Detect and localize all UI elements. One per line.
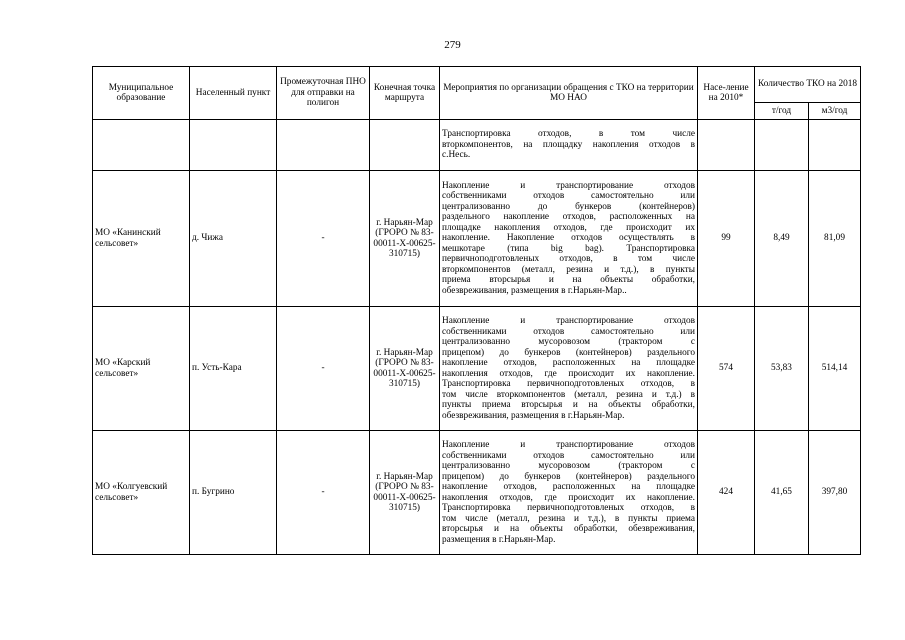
municipality-cell: МО «Колгуевский сельсовет» [93,431,190,555]
measures-cell [440,307,698,431]
measures-line: обезвреживания, размещения в г.Нарьян-Мар. [442,410,625,421]
table-row [93,171,861,307]
intermediate-cell: - [277,171,370,307]
measures-line: централизованно до бункеров (контейнеров) [442,201,695,212]
measures-line: централизованно мусоровозом (трактором с [442,337,695,347]
table-row [93,431,861,555]
table-row [93,307,861,431]
m3-cell: 81,09 [809,171,861,307]
measures-line: Транспортировка первичноподготовленых отходов, в [442,503,695,513]
table-header [93,67,861,120]
intermediate-cell: - [277,307,370,431]
measures-cell [440,120,698,171]
measures-line: том числе вторкомпонентов (металл, резина и т.д.) в [442,389,695,400]
measures-line: вторкомпонентов, на площадку накопления отходов в [442,139,695,150]
tons-cell: 53,83 [755,307,809,431]
measures-line: вторсырья и на объекты обработки, обезвреживания, [442,524,695,534]
header-measures: Мероприятия по организации обращения с ТКО на территории МО НАО [440,67,698,120]
measures-cell [440,171,698,307]
endpoint-cell: г. Нарьян-Мар (ГРОРО № 83-00011-Х-00625-310715) [370,431,440,555]
settlement-cell [190,120,277,171]
municipality-cell [93,120,190,171]
waste-management-table [92,66,861,555]
measures-line: приема вторсырья и на объекты обработки, [442,275,695,286]
intermediate-cell [277,120,370,171]
measures-line: Накопление и транспортирование отходов [442,316,695,326]
population-cell: 574 [698,307,755,431]
population-cell: 99 [698,171,755,307]
measures-line: обезвреживания, размещения в г.Нарьян-Мар.. [442,285,627,296]
measures-line: собственниками отходов самостоятельно или [442,450,695,461]
table-row [93,120,861,171]
header-row [93,67,861,103]
measures-line: вторкомпонентов (металл, резина и т.д.), в пункты [442,264,695,275]
header-m3-per-year: м3/год [809,103,861,120]
page-number: 279 [444,39,461,51]
tons-cell [755,120,809,171]
intermediate-cell: - [277,431,370,555]
measures-line: накопления отходов, где происходит их накопление. [442,492,695,503]
measures-line: с.Несь. [442,150,471,161]
measures-line: накопление отходов, расположенных на площадке [442,482,695,492]
table-body [93,120,861,555]
header-tons-per-year: т/год [755,103,809,120]
header-amount-group: Количество ТКО на 2018 [755,67,861,103]
measures-cell [440,431,698,555]
measures-line: раздельного накопление отходов, расположенных на [442,212,695,223]
municipality-cell: МО «Канинский сельсовет» [93,171,190,307]
measures-line: накопление отходов, расположенных на площадке [442,358,695,368]
municipality-cell: МО «Карский сельсовет» [93,307,190,431]
header-intermediate-point: Промежуточная ПНО для отправки на полигон [277,67,370,120]
measures-line: том числе (металл, резина и т.д.), в пункты приема [442,513,695,524]
endpoint-cell: г. Нарьян-Мар (ГРОРО № 83-00011-Х-00625-310715) [370,307,440,431]
measures-line: собственниками отходов самостоятельно или [442,326,695,337]
measures-line: собственниками отходов самостоятельно или [442,191,695,202]
population-cell [698,120,755,171]
header-settlement: Населенный пункт [190,67,277,120]
measures-line: Накопление и транспортирование отходов [442,180,695,191]
measures-line: пункты приема вторсырья и на объекты обработки, [442,400,695,410]
settlement-cell: п. Бугрино [190,431,277,555]
tons-cell: 8,49 [755,171,809,307]
measures-line: площадке накопления отходов, где происходит их [442,222,695,233]
header-municipality: Муниципальное образование [93,67,190,120]
tons-cell: 41,65 [755,431,809,555]
m3-cell [809,120,861,171]
m3-cell: 397,80 [809,431,861,555]
measures-line: накопление. Накопление отходов осуществлять в [442,233,695,244]
measures-line: централизованно мусоровозом (трактором с [442,461,695,471]
measures-line: размещения в г.Нарьян-Мар. [442,534,556,545]
measures-line: прицепом) до бункеров (контейнеров) раздельного [442,471,695,482]
endpoint-cell [370,120,440,171]
population-cell: 424 [698,431,755,555]
endpoint-cell: г. Нарьян-Мар (ГРОРО № 83-00011-Х-00625-310715) [370,171,440,307]
settlement-cell: д. Чижа [190,171,277,307]
measures-line: первичноподготовленых отходов, в том числе [442,254,695,265]
measures-line: Накопление и транспортирование отходов [442,440,695,450]
header-population: Насе-ление на 2010* [698,67,755,120]
m3-cell: 514,14 [809,307,861,431]
settlement-cell: п. Усть-Кара [190,307,277,431]
measures-line: Транспортировка первичноподготовленых отходов, в [442,379,695,389]
measures-line: накопления отходов, где происходит их накопление. [442,368,695,379]
measures-line: мешкотаре (типа big bag). Транспортировка [442,243,695,254]
header-route-endpoint: Конечная точка маршрута [370,67,440,120]
measures-line: Транспортировка отходов, в том числе [442,129,695,140]
measures-line: прицепом) до бункеров (контейнеров) раздельного [442,347,695,358]
